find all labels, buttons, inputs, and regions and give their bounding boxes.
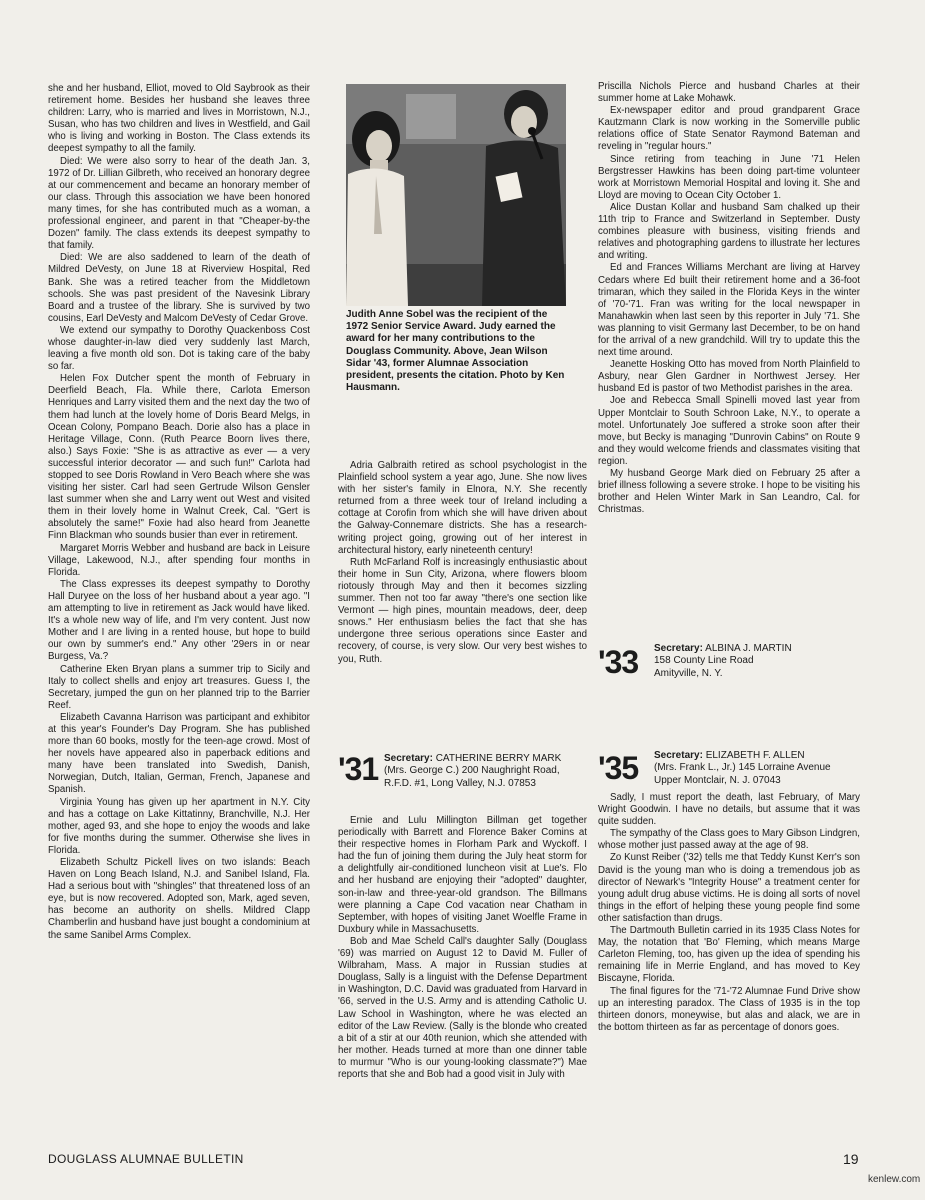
paragraph: The sympathy of the Class goes to Mary Gibson Lindgren, whose mother just passed away at the age of 98.	[598, 828, 860, 852]
secretary-info	[654, 750, 831, 787]
secretary-address: Upper Montclair, N. J. 07043	[654, 774, 781, 786]
paragraph: We extend our sympathy to Dorothy Quackenboss Cost whose daughter-in-law died very suddenly last March, leaving a five month old son. Dot is taking care of the baby so far.	[48, 324, 310, 373]
secretary-label: Secretary:	[654, 750, 703, 761]
paragraph: Zo Kunst Reiber ('32) tells me that Teddy Kunst Kerr's son David is the young man who is doing a tremendous job as director of Newark's "Integrity House" a treatment center for young adult drug abuse victims. He is doing all sorts of novel things in the effort of helping these young people find some other satisfaction than drugs.	[598, 852, 860, 924]
paragraph: Priscilla Nichols Pierce and husband Charles at their summer home at Lake Mohawk.	[598, 81, 860, 105]
paragraph: My husband George Mark died on February 25 after a brief illness following a severe stroke. I hope to be visiting his brother and Helen Winter Mark in San Leandro, Cal. for Christmas.	[598, 468, 860, 516]
column-2-class-1931-notes	[338, 815, 587, 1081]
class-year: '33	[598, 644, 639, 680]
paragraph: Helen Fox Dutcher spent the month of February in Deerfield Beach, Fla. While there, Carlota Emerson Henriques and Larry visited them and the next day the two of them had lunch at the lovely home of Doris Beard Melgs, in Ocean Colony, Pompano Beach. Dorie also has a place in Heritage Village, Conn. (Ruth Pearce Boorn lives there, also.) Says Foxie: "She is as attractive as ever — a very successful interior decorator — and such fun!" Carlota had stopped to see Doris Rowland in Vero Beach where she was visiting her sister. Carl had seen Gertrude Wilson Gensler last summer when she and Larry went out West and visited them in their lovely home in Walnut Creek, Cal. "Gert is absolutely the same!" Foxie had also heard from Jeanette Finn Blackman who sounds busier than ever in retirement.	[48, 373, 310, 542]
column-1-class-notes	[48, 83, 310, 942]
award-photo-image	[346, 84, 566, 306]
paragraph: Margaret Morris Webber and husband are back in Leisure Village, Lakewood, N.J., after spending four months in Florida.	[48, 542, 310, 578]
paragraph: Ex-newspaper editor and proud grandparent Grace Kautzmann Clark is now working in the Somerville public relations office of State Senator Raymond Bateman and reveling in "regular hours."	[598, 105, 860, 153]
column-3-class-1935-notes	[598, 792, 860, 1034]
paragraph: Elizabeth Schultz Pickell lives on two islands: Beach Haven on Long Beach Island, N.J. and Sanibel Island, Fla. Had a serious bout with "shingles" that threatened loss of an eye, but is now recovered. Adopted son, Mark, aged seven, has become an authority on shells. Mildred Clapp Chamberlin and husband have just bought a condominium at the same Sanibel Arms Complex.	[48, 857, 310, 941]
paragraph: Ernie and Lulu Millington Billman get together periodically with Barrett and Florence Baker Comins at their respective homes in Florham Park and Wyckoff. I had the fun of joining them during the July heat storm for a delightfully air-conditioned luncheon visit at Lue's. Flo and her husband are enjoying their "adopted" daughter, son-in-law and three-year-old grandson. The Billmans were planning a Cape Cod vacation near Chatham in September, with hopes of visiting Janet Woelfle Frame in Duxbury while in Massachusetts.	[338, 815, 587, 935]
secretary-info	[384, 753, 561, 790]
paragraph: she and her husband, Elliot, moved to Old Saybrook as their retirement home. Besides her husband she leaves three children: Larry, who is married and lives in Morristown, N.J., Susan, who has two children and lives in Westfield, and Gail who is living and working in Boston. The Class extends its deepest sympathy to all the family.	[48, 83, 310, 155]
page-number: 19	[843, 1151, 859, 1167]
class-year: '35	[598, 750, 639, 786]
secretary-label: Secretary:	[384, 753, 433, 764]
secretary-name: ALBINA J. MARTIN	[705, 643, 792, 654]
class-header-1931	[338, 753, 587, 809]
secretary-address: R.F.D. #1, Long Valley, N.J. 07853	[384, 777, 536, 789]
secretary-address: Amityville, N. Y.	[654, 667, 723, 679]
column-2-class-notes	[338, 460, 587, 666]
paragraph: Sadly, I must report the death, last February, of Mary Wright Goodwin. I have no details, but assume that it was quite sudden.	[598, 792, 860, 828]
secretary-name: CATHERINE BERRY MARK	[435, 753, 562, 764]
paragraph: The Class expresses its deepest sympathy to Dorothy Hall Duryee on the loss of her husband about a year ago. "I am attempting to live in retirement as Jack would have liked. It's a whole new way of life, and I'm very content. Just now Mother and I are living in a rented house, but hope to build our own by summer's end." Any other '29ers in or near Burgess, Va.?	[48, 578, 310, 663]
column-3-class-notes	[598, 81, 860, 516]
paragraph: Adria Galbraith retired as school psychologist in the Plainfield school system a year ago, June. She now lives with her sister's family in Elnora, N.Y. She recently returned from a three week tour of Ireland including a cottage at Corofin from which she will have driven about the Galway-Connemare districts. She has a research-writing project going, growing out of her interest in architectural history, early nineteenth century!	[338, 460, 587, 556]
paragraph: Ed and Frances Williams Merchant are living at Harvey Cedars where Ed built their retirement home and a 36-foot trimaran, which they sailed in the Florida Keys in the winter of '70-'71. Fran was writing for the local newspaper in Manahawkin when last seen by this reporter in July '71. She was planning to visit Germany last December, to be on hand for the arrival of a new grandchild. Will try to update this the next time around.	[598, 262, 860, 359]
paragraph: Joe and Rebecca Small Spinelli moved last year from Upper Montclair to South Schroon Lake, N.Y., to operate a motel. Unfortunately Joe suffered a stroke soon after their move, but Becky is managing "Dunrovin Cabins" on Route 9 and they would welcome friends and classmates visiting that region.	[598, 395, 860, 467]
award-photo	[346, 84, 566, 306]
class-year: '31	[338, 751, 379, 787]
class-header-1933	[598, 643, 860, 691]
paragraph: Jeanette Hosking Otto has moved from North Plainfield to Asbury, near Glen Gardner in Northwest Jersey. Her husband Ed is pastor of two Methodist parishes in the area.	[598, 359, 860, 395]
secretary-info	[654, 643, 792, 680]
secretary-label: Secretary:	[654, 643, 703, 654]
secretary-address: (Mrs. George C.) 200 Naughright Road,	[384, 765, 560, 777]
secretary-name: ELIZABETH F. ALLEN	[705, 750, 805, 761]
publication-title: DOUGLASS ALUMNAE BULLETIN	[48, 1152, 244, 1166]
paragraph: Since retiring from teaching in June '71 Helen Bergstresser Hawkins has been doing part-time volunteer work at Morristown Memorial Hospital and loving it. She and Lloyd are moving to Ocean City October 1.	[598, 153, 860, 201]
paragraph: Elizabeth Cavanna Harrison was participant and exhibitor at this year's Founder's Day Program. She has published more than 60 books, mostly for the teen-age crowd. Most of her novels have appeared also in paperback editions and many have been translated into Swedish, Danish, Norwegian, Dutch, Italian, German, French, Japanese and Spanish.	[48, 711, 310, 796]
secretary-address: (Mrs. Frank L., Jr.) 145 Lorraine Avenue	[654, 762, 831, 774]
paragraph: Virginia Young has given up her apartment in N.Y. City and has a cottage on Lake Kittatinny, Branchville, N.J. Her mother, aged 93, and she hope to enjoy the woods and lake for five months during the summer. Otherwise she lives in Florida.	[48, 796, 310, 856]
paragraph: Alice Dustan Kollar and husband Sam chalked up their 11th trip to France and Switzerland in September. Dusty combines pleasure with business, visiting friends and relatives and photographing gardens to illustrate her lectures and writing.	[598, 201, 860, 262]
paragraph: Bob and Mae Scheld Call's daughter Sally (Douglass '69) was married on August 12 to David M. Fuller of Wilbraham, Mass. A major in Russian studies at Douglass, Sally is a linguist with the Defense Department in Washington, D.C. David was graduated from Harvard in '66, served in the U.S. Army and is attending Catholic U. Law School in Washington, where he was elected an editor of the Law Review. (Sally is the blonde who created a bit of a stir at our 40th reunion, which she attended with her mother. Heads turned at more than one dinner table to murmur "Who is our young-looking classmate?") Mae reports that she and Bob had a good visit in July with	[338, 935, 587, 1080]
watermark: kenlew.com	[868, 1174, 921, 1185]
paragraph: Ruth McFarland Rolf is increasingly enthusiastic about their home in Sun City, Arizona, where flowers bloom riotously through May and then it becomes sizzling summer. Then not too far away "there's one section like Vermont — high pines, mountain meadows, deer, deep snows." Her enthusiasm belies the fact that she has undergone three serious operations since Easter and recovery, of course, is very slow. Our very best wishes to you, Ruth.	[338, 556, 587, 665]
paragraph: The final figures for the '71-'72 Alumnae Fund Drive show up an interesting paradox. The Class of 1935 is in the top thirteen donors, moneywise, but alas and alack, we are in the bottom thirteen as far as percentage of donors goes.	[598, 985, 860, 1033]
paragraph: The Dartmouth Bulletin carried in its 1935 Class Notes for May, the notation that 'Bo' Fleming, which means Marge Carleton Fleming, too, has given up the idea of spending his remaining life in Merrie England, and has moved to Key Biscayne, Florida.	[598, 925, 860, 985]
paragraph: Died: We are also saddened to learn of the death of Mildred DeVesty, on June 18 at Riverview Hospital, Red Bank. She was a retired teacher from the Middletown schools. She was past president of the Navesink Library Board and a trustee of the library. She is survived by two cousins, Earl DeVesty and Malcom DeVesty of Cedar Grove.	[48, 252, 310, 324]
secretary-address: 158 County Line Road	[654, 655, 754, 667]
paragraph: Catherine Eken Bryan plans a summer trip to Sicily and Italy to collect shells and enjoy art treasures. Guess I, the Secretary, jumped the gun on her planned trip to the Barrier Reef.	[48, 663, 310, 711]
class-header-1935	[598, 750, 860, 794]
paragraph: Died: We were also sorry to hear of the death Jan. 3, 1972 of Dr. Lillian Gilbreth, who received an honorary degree at our commencement and became an honorary member of our class. Through this association we have been honored many times, for she has contributed much as a woman, a professional engineer, and parent in that "Cheaper-by-the Dozen" family. The class extends its deepest sympathy to that family.	[48, 155, 310, 252]
photo-caption: Judith Anne Sobel was the recipient of the 1972 Senior Service Award. Judy earned the award for her many contributions to the Douglass Community. Above, Jean Wilson Sidar '43, former Alumnae Association president, presents the citation. Photo by Ken Hausmann.	[346, 309, 565, 394]
